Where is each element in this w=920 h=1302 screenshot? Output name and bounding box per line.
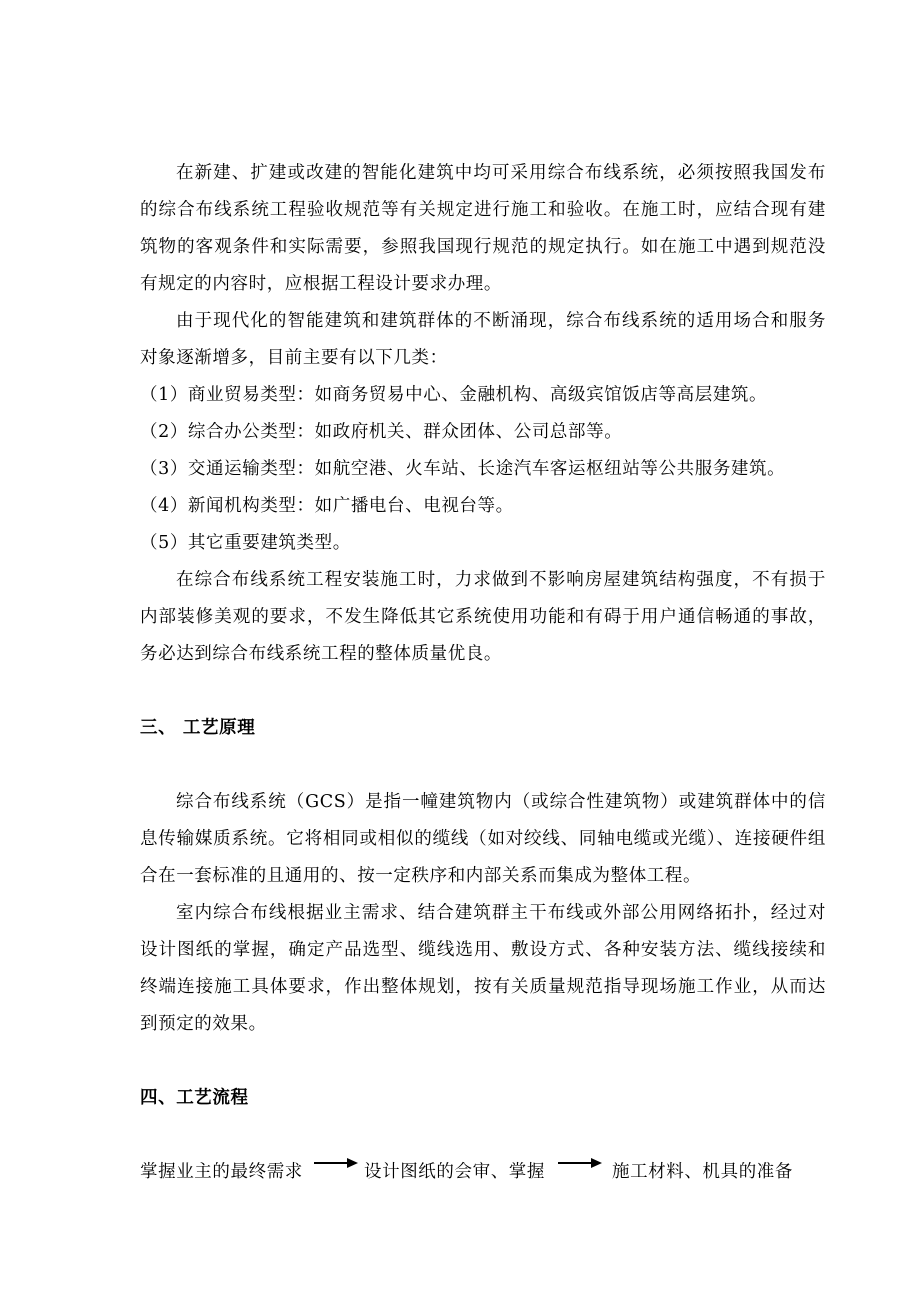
process-flow	[0, 1154, 920, 1194]
flow-step-3: 施工材料、机具的准备	[612, 1162, 793, 1182]
arrow-right-icon	[314, 1156, 358, 1170]
list-item: （5）其它重要建筑类型。	[140, 533, 351, 553]
intro-paragraph-1: 在新建、扩建或改建的智能化建筑中均可采用综合布线系统，必须按照我国发布的综合布线系统工程验收规范等有关规定进行施工和验收。在施工时，应结合现有建筑物的客观条件和实际需要，参照我国现行规范的规定执行。如在施工中遇到规范没有规定的内容时，应根据工程设计要求办理。	[140, 163, 826, 294]
list-item: （1）商业贸易类型：如商务贸易中心、金融机构、高级宾馆饭店等高层建筑。	[140, 385, 768, 405]
arrow-right-icon	[558, 1156, 602, 1170]
list-item: （2）综合办公类型：如政府机关、群众团体、公司总部等。	[140, 422, 623, 442]
section-4-heading: 四、工艺流程	[140, 1088, 249, 1108]
intro-paragraph-3: 在综合布线系统工程安装施工时，力求做到不影响房屋建筑结构强度，不有损于内部装修美观的要求，不发生降低其它系统使用功能和有碍于用户通信畅通的事故，务必达到综合布线系统工程的整体质量优良。	[140, 570, 826, 664]
flow-step-2: 设计图纸的会审、掌握	[364, 1162, 545, 1182]
list-item: （3）交通运输类型：如航空港、火车站、长途汽车客运枢纽站等公共服务建筑。	[140, 459, 786, 479]
section-3-paragraph-2: 室内综合布线根据业主需求、结合建筑群主干布线或外部公用网络拓扑，经过对设计图纸的掌握，确定产品选型、缆线选用、敷设方式、各种安装方法、缆线接续和终端连接施工具体要求，作出整体规划，按有关质量规范指导现场施工作业，从而达到预定的效果。	[140, 903, 826, 1034]
section-3-paragraph-1: 综合布线系统（GCS）是指一幢建筑物内（或综合性建筑物）或建筑群体中的信息传输媒质系统。它将相同或相似的缆线（如对绞线、同轴电缆或光缆）、连接硬件组合在一套标准的且通用的、按一定秩序和内部关系而集成为整体工程。	[140, 792, 826, 886]
flow-step-1: 掌握业主的最终需求	[140, 1162, 303, 1182]
intro-paragraph-2: 由于现代化的智能建筑和建筑群体的不断涌现，综合布线系统的适用场合和服务对象逐渐增多，目前主要有以下几类：	[140, 311, 826, 368]
section-3-heading: 三、 工艺原理	[140, 718, 256, 738]
list-item: （4）新闻机构类型：如广播电台、电视台等。	[140, 496, 514, 516]
